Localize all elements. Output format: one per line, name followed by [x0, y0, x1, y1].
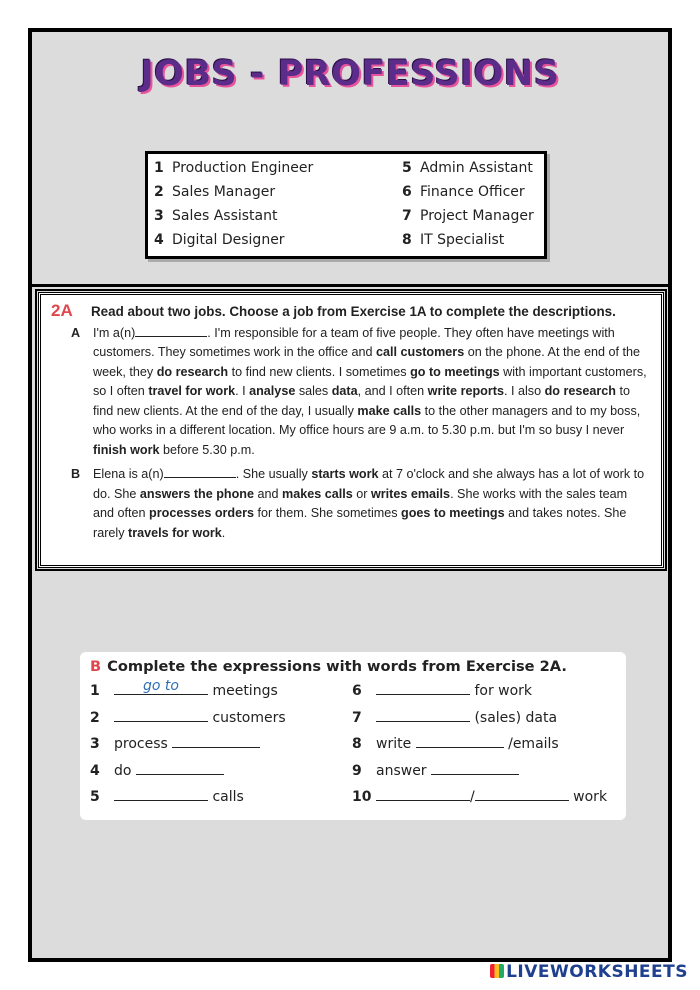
job-item — [402, 160, 552, 184]
job-item — [402, 232, 552, 256]
expression-number: 7 — [352, 709, 362, 726]
expression-suffix: /emails — [503, 736, 559, 752]
answer-blank[interactable] — [376, 708, 470, 722]
text-segment: to find new clients. At the end of the day, I usually — [93, 384, 630, 418]
paragraph-b-lead: Elena is a(n) — [93, 467, 164, 481]
key-phrase: makes calls — [282, 486, 353, 501]
job-label: Finance Officer — [420, 184, 525, 200]
answer-blank[interactable] — [172, 734, 260, 748]
expression-item — [352, 681, 622, 708]
expression-item — [352, 761, 622, 788]
expression-suffix: / — [470, 789, 475, 805]
paragraph-a-letter: A — [71, 325, 81, 340]
job-label: Production Engineer — [172, 160, 314, 176]
text-segment: for them. She sometimes — [254, 506, 402, 520]
exercise-2b-tag: B — [90, 658, 102, 675]
job-number: 2 — [154, 184, 164, 200]
job-number: 3 — [154, 208, 164, 224]
job-label: IT Specialist — [420, 232, 505, 248]
expression-number: 10 — [352, 789, 372, 805]
key-phrase: starts work — [311, 467, 379, 481]
text-segment: at 7 o'clock and she always has a lot of work to do. She — [93, 467, 645, 501]
page-title: JOBS - PROFESSIONS — [140, 54, 560, 94]
exercise-2a — [38, 292, 664, 568]
text-segment: , and I often — [357, 384, 428, 398]
text-segment: or — [352, 486, 371, 501]
text-segment: before 5.30 p.m. — [159, 442, 255, 457]
text-segment: sales — [295, 384, 332, 398]
key-phrase: finish work — [93, 442, 160, 457]
key-phrase: answers the phone — [139, 486, 254, 501]
liveworksheets-logo — [490, 962, 688, 982]
text-segment: . She usually — [235, 467, 312, 481]
expression-prefix: process — [114, 736, 173, 752]
worksheet-frame — [28, 28, 672, 962]
job-number: 8 — [402, 232, 412, 248]
answer-blank[interactable] — [164, 465, 236, 478]
key-phrase: data — [331, 384, 358, 398]
text-segment: to the other managers and to my boss, who works in a different location. My office hours are 9 a.m. to 5.30 p.m. but I'm so busy I never — [93, 403, 641, 437]
job-item — [154, 208, 402, 232]
answer-blank[interactable] — [431, 761, 519, 775]
paragraph-a — [51, 324, 651, 461]
job-number: 7 — [402, 208, 412, 224]
expression-suffix: calls — [208, 789, 244, 805]
answer-blank[interactable] — [114, 678, 208, 695]
key-phrase: travel for work — [148, 384, 236, 398]
text-segment: . — [221, 525, 226, 540]
job-label: Sales Manager — [172, 184, 276, 200]
answer-blank[interactable] — [114, 787, 208, 801]
expression-number: 2 — [90, 709, 100, 726]
answer-blank[interactable] — [416, 734, 504, 748]
key-phrase: processes orders — [149, 506, 255, 520]
expression-prefix: write — [376, 736, 416, 752]
expression-suffix: meetings — [208, 683, 278, 699]
exercise-2a-header — [51, 301, 651, 322]
text-segment: with important customers, so I often — [93, 364, 647, 398]
expression-prefix: answer — [376, 762, 432, 779]
expression-item — [90, 734, 352, 761]
job-label: Project Manager — [420, 208, 534, 224]
text-segment: on the phone. At the end of the week, they — [93, 345, 640, 379]
key-phrase: go to meetings — [410, 364, 500, 379]
answer-blank[interactable] — [376, 787, 470, 801]
exercise-2b-instruction: Complete the expressions with words from Exercise 2A. — [107, 658, 567, 675]
text-segment: to find new clients. I sometimes — [228, 364, 411, 379]
text-segment: and takes notes. She rarely — [93, 506, 627, 540]
paragraph-b-text — [93, 465, 651, 543]
job-number: 6 — [402, 184, 412, 200]
job-item — [154, 232, 402, 256]
job-list-box — [145, 151, 547, 259]
answer-blank[interactable] — [114, 708, 208, 722]
expression-number: 9 — [352, 762, 362, 779]
answer-blank[interactable] — [136, 761, 224, 775]
expression-item — [90, 761, 352, 788]
expression-suffix: for work — [470, 683, 533, 699]
expression-suffix: (sales) data — [470, 709, 558, 726]
expression-number: 4 — [90, 762, 100, 779]
job-list — [154, 160, 544, 256]
job-item — [154, 160, 402, 184]
key-phrase: call customers — [376, 345, 465, 359]
key-phrase: do research — [156, 364, 229, 379]
expression-item — [90, 708, 352, 735]
exercise-2b — [80, 652, 626, 820]
divider — [32, 284, 668, 287]
key-phrase: write reports — [427, 384, 504, 398]
reflection-decoration — [80, 804, 626, 828]
key-phrase: analyse — [249, 384, 296, 398]
answer-blank[interactable] — [376, 681, 470, 695]
expression-number: 3 — [90, 736, 100, 752]
text-segment: . I also — [503, 384, 545, 398]
text-segment: . She works with the sales team and often — [93, 486, 628, 520]
expression-suffix: customers — [208, 709, 286, 726]
expression-prefix: do — [114, 762, 136, 779]
text-segment: and — [254, 486, 283, 501]
job-label: Admin Assistant — [420, 160, 533, 176]
expression-suffix: work — [568, 789, 608, 805]
expression-item — [90, 678, 352, 708]
job-label: Digital Designer — [172, 232, 285, 248]
logo-icon — [490, 964, 504, 978]
paragraph-a-lead: I'm a(n) — [93, 325, 136, 340]
job-number: 4 — [154, 232, 164, 248]
filled-answer: go to — [143, 678, 179, 694]
key-phrase: make calls — [357, 403, 422, 418]
key-phrase: travels for work — [128, 525, 222, 540]
exercise-2b-header — [90, 658, 616, 675]
key-phrase: goes to meetings — [401, 506, 505, 520]
key-phrase: writes emails — [370, 486, 451, 501]
expression-item — [352, 708, 622, 735]
exercise-2a-instruction: Read about two jobs. Choose a job from Exercise 1A to complete the descriptions. — [91, 304, 616, 319]
paragraph-b — [51, 465, 651, 543]
text-segment: . I — [235, 384, 250, 398]
job-label: Sales Assistant — [172, 208, 278, 224]
expression-number: 6 — [352, 683, 362, 699]
expression-number: 8 — [352, 736, 362, 752]
job-item — [402, 208, 552, 232]
expression-number: 5 — [90, 789, 100, 805]
job-item — [154, 184, 402, 208]
job-item — [402, 184, 552, 208]
job-number: 1 — [154, 160, 164, 176]
text-segment: . I'm responsible for a team of five people. They often have meetings with customers. They sometimes work in the office and — [93, 325, 615, 359]
exercise-2a-tag: 2A — [51, 301, 73, 320]
key-phrase: do research — [544, 384, 616, 398]
answer-blank[interactable] — [135, 324, 207, 337]
paragraph-b-letter: B — [71, 467, 81, 481]
answer-blank[interactable] — [475, 787, 569, 801]
expression-item — [352, 734, 622, 761]
job-number: 5 — [402, 160, 412, 176]
paragraph-a-text — [93, 324, 651, 461]
expression-number: 1 — [90, 683, 100, 699]
logo-text: LIVEWORKSHEETS — [506, 962, 688, 982]
expression-list — [90, 678, 616, 814]
